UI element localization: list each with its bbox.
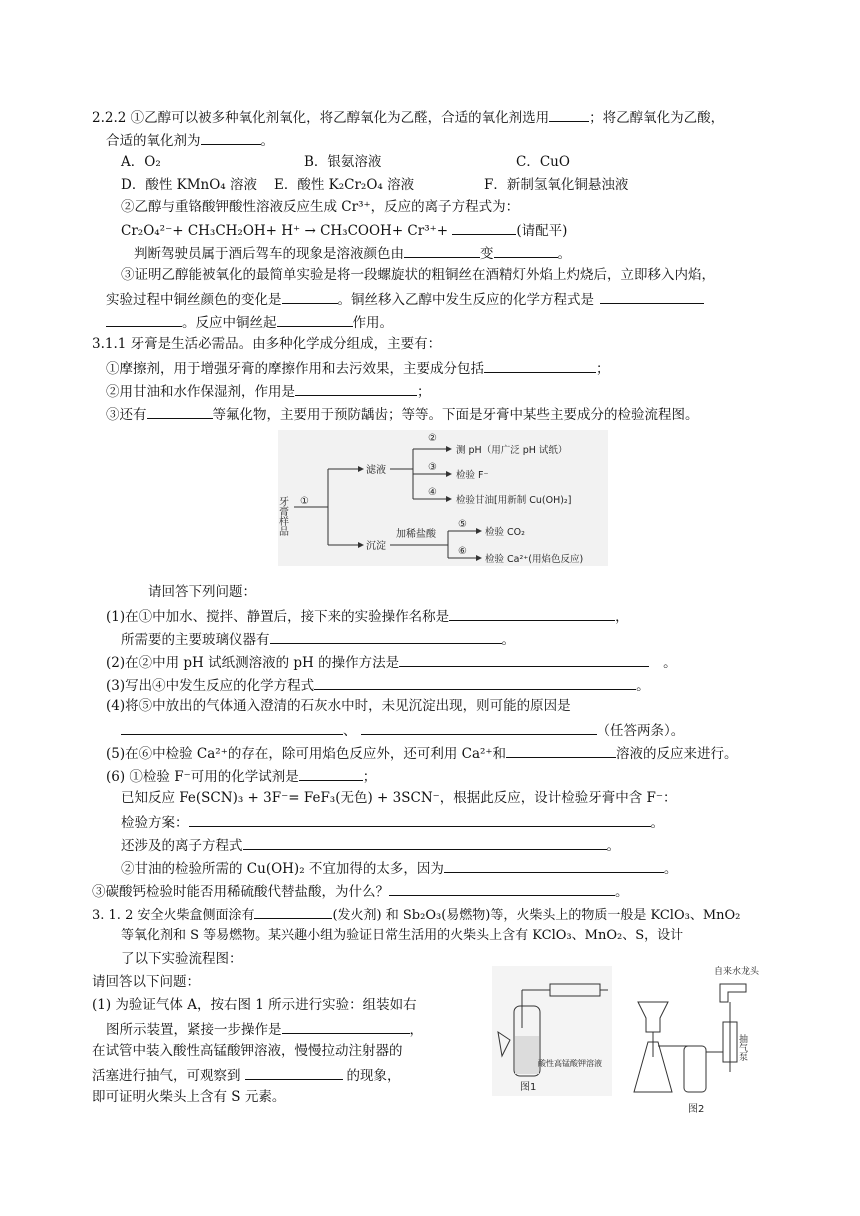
q312-line1: 3. 1. 2 安全火柴盒侧面涂有 (发火剂) 和 Sb₂O₃(易燃物)等，火柴头上的物质一般是 KClO₃、MnO₂ — [92, 904, 740, 925]
q311-p5: (5)在⑥中检验 Ca²⁺的存在，除可用焰色反应外，还可利用 Ca²⁺和 溶液的反应来进行。 — [106, 743, 738, 763]
blank[interactable] — [245, 1065, 343, 1080]
blank[interactable] — [399, 652, 649, 667]
q222-sub2: ②乙醇与重铬酸钾酸性溶液反应生成 Cr³⁺，反应的离子方程式为： — [121, 199, 520, 215]
q312-ask: 请回答以下问题： — [92, 974, 200, 990]
blank[interactable] — [404, 243, 480, 258]
blank[interactable] — [314, 675, 636, 690]
option-e: E．酸性 K₂Cr₂O₄ 溶液 — [274, 177, 415, 193]
blank[interactable] — [147, 404, 213, 419]
q222-judge: 判断驾驶员属于酒后驾车的现象是溶液颜色由 变 。 — [134, 243, 571, 263]
flow-n6: ⑥ — [458, 546, 467, 557]
flow-filtrate: 滤液 — [366, 465, 386, 476]
q312-a1: (1) 为验证气体 A，按右图 1 所示进行实验：组装如右 — [92, 997, 417, 1013]
q222-line2: 合适的氧化剂为 。 — [106, 130, 274, 150]
blank[interactable] — [254, 904, 332, 919]
blank[interactable] — [270, 629, 502, 644]
blank[interactable] — [506, 743, 616, 758]
fig2-caption: 图2 — [688, 1104, 705, 1115]
blank[interactable] — [243, 835, 607, 850]
q311-p4b: 、 （任答两条）。 — [121, 720, 684, 740]
option-d: D．酸性 KMnO₄ 溶液 — [121, 177, 257, 193]
flow-precip: 沉淀 — [366, 541, 386, 552]
flow-b5: 检验 CO₂ — [485, 527, 525, 538]
q311-p1: (1)在①中加水、搅拌、静置后，接下来的实验操作名称是 ， — [106, 606, 629, 626]
q311-p1b: 所需要的主要玻璃仪器有 。 — [121, 629, 515, 649]
q311-p6b: 已知反应 Fe(SCN)₃ + 3F⁻= FeF₃(无色) + 3SCN⁻，根据此反应，设计检验牙膏中含 F⁻： — [121, 790, 677, 806]
fig1-caption: 图1 — [520, 1082, 537, 1093]
q222-equation: Cr₂O₄²⁻+ CH₃CH₂OH+ H⁺ → CH₃COOH+ Cr³⁺+ (请配平) — [121, 220, 567, 240]
blank[interactable] — [295, 381, 417, 396]
q311-p6: (6) ①检验 F⁻可用的化学试剂是 ； — [106, 766, 376, 786]
blank[interactable] — [600, 289, 704, 304]
q312-line3: 了以下实验流程图： — [121, 951, 243, 967]
q311-p6f: ②甘油的检验所需的 Cu(OH)₂ 不宜加得的太多，因为 。 — [121, 858, 677, 878]
flow-b6: 检验 Ca²⁺(用焰色反应) — [485, 554, 584, 565]
figure-2-apparatus — [628, 962, 772, 1122]
blank[interactable] — [282, 1019, 410, 1034]
blank[interactable] — [389, 881, 615, 896]
flow-sample: 牙膏样品 — [276, 496, 288, 536]
test-flow-chart — [278, 430, 608, 566]
blank[interactable] — [189, 812, 651, 827]
q311-p6d: 还涉及的离子方程式 。 — [121, 835, 620, 855]
blank[interactable] — [121, 720, 343, 735]
q312-a3: 在试管中装入酸性高锰酸钾溶液，慢慢拉动注射器的 — [92, 1043, 403, 1059]
q311-item1: ①摩擦剂，用于增强牙膏的摩擦作用和去污效果，主要成分包括 ； — [106, 358, 610, 378]
q311-ask: 请回答下列问题： — [148, 584, 256, 600]
flow-b2: 测 pH（用广泛 pH 试纸） — [456, 445, 568, 456]
flow-n4: ④ — [428, 487, 437, 498]
option-a: A．O₂ — [121, 154, 161, 170]
blank[interactable] — [444, 858, 664, 873]
flow-acid: 加稀盐酸 — [396, 529, 436, 540]
fig1-label: 酸性高锰酸钾溶液 — [538, 1059, 602, 1068]
flow-step1: ① — [300, 496, 309, 507]
blank[interactable] — [299, 766, 363, 781]
blank[interactable] — [361, 720, 597, 735]
blank[interactable] — [549, 107, 589, 122]
flow-n3: ③ — [428, 462, 437, 473]
q311-p3: (3)写出④中发生反应的化学方程式 。 — [106, 675, 650, 695]
q311-p2: (2)在②中用 pH 试纸测溶液的 pH 的操作方法是 。 — [106, 652, 677, 672]
q222-line1: 2.2.2 ①乙醇可以被多种氧化剂氧化，将乙醇氧化为乙醛，合适的氧化剂选用 ；将乙醇氧化为乙酸， — [92, 107, 724, 127]
q311-intro: 3.1.1 牙膏是生活必需品。由多种化学成分组成，主要有： — [92, 336, 442, 352]
blank[interactable] — [282, 289, 338, 304]
flow-b4: 检验甘油[用新制 Cu(OH)₂] — [456, 495, 572, 506]
q222-sub3-line3: 。反应中铜丝起 作用。 — [106, 312, 393, 332]
flow-b3: 检验 F⁻ — [456, 470, 489, 481]
blank[interactable] — [452, 220, 516, 235]
q311-p4: (4)将⑤中放出的气体通入澄清的石灰水中时，未见沉淀出现，则可能的原因是 — [106, 698, 571, 714]
q311-p6c: 检验方案： 。 — [121, 812, 664, 832]
fig2-tap: 自来水龙头 — [714, 967, 760, 977]
option-c: C．CuO — [516, 154, 570, 170]
figure-1-apparatus — [492, 966, 612, 1096]
q312-a5: 即可证明火柴头上含有 S 元素。 — [92, 1089, 286, 1105]
blank[interactable] — [484, 358, 596, 373]
fig2-pump: 抽气泵 — [737, 1034, 747, 1061]
option-f: F．新制氢氧化铜悬浊液 — [484, 177, 629, 193]
blank[interactable] — [449, 606, 615, 621]
flow-n5: ⑤ — [458, 519, 467, 530]
blank[interactable] — [277, 312, 353, 327]
q222-sub3: ③证明乙醇能被氧化的最简单实验是将一段螺旋状的粗铜丝在酒精灯外焰上灼烧后，立即移入内焰， — [121, 267, 715, 283]
q312-line2: 等氧化剂和 S 等易燃物。某兴趣小组为验证日常生活用的火柴头上含有 KClO₃、MnO₂、S，设计 — [121, 928, 684, 943]
option-b: B．银氨溶液 — [304, 154, 382, 170]
q311-item2: ②用甘油和水作保湿剂，作用是 ； — [106, 381, 431, 401]
q222-sub3-line2: 实验过程中铜丝颜色的变化是 。铜丝移入乙醇中发生反应的化学方程式是 — [106, 289, 704, 309]
flow-n2: ② — [428, 433, 437, 444]
blank[interactable] — [106, 312, 182, 327]
q311-item3: ③还有 等氟化物，主要用于预防龋齿；等等。下面是牙膏中某些主要成分的检验流程图。 — [106, 404, 699, 424]
q312-a2: 图所示装置，紧接一步操作是 ， — [106, 1019, 423, 1039]
q311-p6g: ③碳酸钙检验时能否用稀硫酸代替盐酸，为什么？ 。 — [92, 881, 629, 901]
q312-a4: 活塞进行抽气，可观察到 的现象， — [92, 1065, 401, 1085]
blank[interactable] — [201, 130, 261, 145]
blank[interactable] — [494, 243, 558, 258]
